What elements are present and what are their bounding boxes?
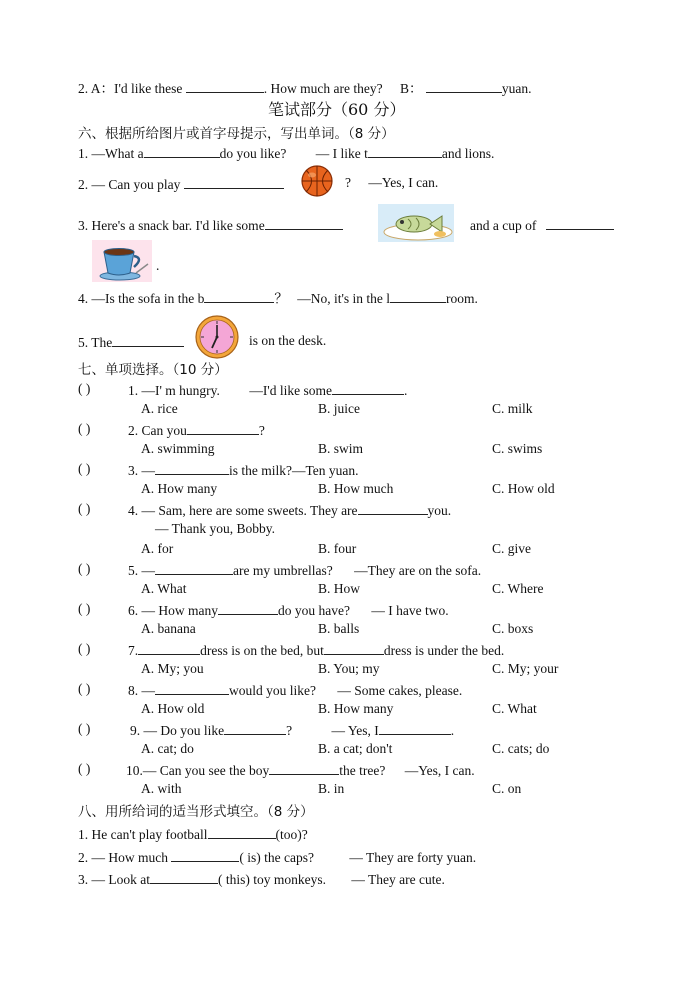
answer-blank[interactable] [324,641,384,655]
answer-paren[interactable]: ( ) [78,681,91,696]
sec6-question-3: 3. Here's a snack bar. I'd like some [78,216,343,234]
mc-question-1: 1. —I' m hungry. —I'd like some . [128,383,408,398]
mc-question-7: 7. dress is on the bed, but dress is under the bed. [128,643,505,658]
answer-paren[interactable]: ( ) [78,561,91,576]
sec6-question-5: 5. The [78,333,184,351]
option-a[interactable]: A. My; you [141,661,204,676]
option-b[interactable]: B. How many [318,701,394,716]
answer-blank[interactable] [155,461,229,475]
option-b[interactable]: B. four [318,541,357,556]
answer-blank[interactable] [426,79,502,93]
sec6-question-2: 2. — Can you play [78,175,284,193]
answer-blank[interactable] [112,333,184,347]
option-a[interactable]: A. What [141,581,187,596]
option-a[interactable]: A. How old [141,701,205,716]
top-question-2: 2. A：I'd like these . How much are they? B： yuan. [78,81,532,96]
option-c[interactable]: C. How old [492,481,555,496]
option-a[interactable]: A. with [141,781,182,796]
option-a[interactable]: A. How many [141,481,218,496]
answer-blank[interactable] [368,144,442,158]
answer-blank[interactable] [187,421,259,435]
sec6-question-3-cont: and a cup of [470,216,614,234]
sec8-question-1: 1. He can't play football (too)? [78,827,308,842]
answer-paren[interactable]: ( ) [78,721,91,736]
answer-paren[interactable]: ( ) [78,421,91,436]
section-6-heading: 六、根据所给图片或首字母提示，写出单词。（8 分） [78,126,395,142]
option-b[interactable]: B. a cat; don't [318,741,393,756]
section-7-heading: 七、单项选择。（10 分） [78,362,228,378]
answer-paren[interactable]: ( ) [78,641,91,656]
option-b[interactable]: B. How [318,581,361,596]
option-b[interactable]: B. juice [318,401,360,416]
mc-question-6: 6. — How many do you have? — I have two. [128,603,449,618]
option-c[interactable]: C. What [492,701,537,716]
answer-blank[interactable] [208,825,276,839]
answer-blank[interactable] [269,761,339,775]
answer-blank[interactable] [218,601,278,615]
mc-question-8: 8. — would you like? — Some cakes, please. [128,683,463,698]
answer-blank[interactable] [546,216,614,230]
option-a[interactable]: A. cat; do [141,741,194,756]
option-b[interactable]: B. balls [318,621,360,636]
option-a[interactable]: A. for [141,541,174,556]
answer-paren[interactable]: ( ) [78,501,91,516]
sec6-question-1: 1. —What a do you like? — I like t and lions. [78,146,495,161]
mc-question-4: 4. — Sam, here are some sweets. They are you. [128,503,452,518]
option-b[interactable]: B. How much [318,481,394,496]
mc-question-4-reply: — Thank you, Bobby. [155,521,275,536]
mc-question-5: 5. — are my umbrellas? —They are on the sofa. [128,563,482,578]
option-a[interactable]: A. swimming [141,441,215,456]
answer-blank[interactable] [379,721,451,735]
sec8-question-2: 2. — How much ( is) the caps? — They are forty yuan. [78,850,477,865]
sec8-question-3: 3. — Look at ( this) toy monkeys. — They are cute. [78,872,445,887]
option-c[interactable]: C. milk [492,401,533,416]
mc-question-10: 10.— Can you see the boy the tree? —Yes, I can. [126,763,475,778]
answer-paren[interactable]: ( ) [78,381,91,396]
mc-question-3: 3. — is the milk?—Ten yuan. [128,463,359,478]
option-c[interactable]: C. Where [492,581,544,596]
option-c[interactable]: C. cats; do [492,741,550,756]
option-c[interactable]: C. on [492,781,522,796]
sec6-question-3-end: . [156,258,160,273]
sec6-question-2-end: ? —Yes, I can. [345,175,439,190]
answer-blank[interactable] [171,848,239,862]
answer-paren[interactable]: ( ) [78,761,91,776]
option-c[interactable]: C. give [492,541,531,556]
answer-blank[interactable] [155,681,229,695]
answer-blank[interactable] [186,79,264,93]
option-c[interactable]: C. swims [492,441,543,456]
answer-blank[interactable] [150,870,218,884]
option-a[interactable]: A. rice [141,401,178,416]
section-title: 笔试部分（60 分） [268,100,406,119]
answer-blank[interactable] [332,381,404,395]
answer-blank[interactable] [184,175,284,189]
answer-blank[interactable] [358,501,428,515]
section-8-heading: 八、用所给词的适当形式填空。（8 分） [78,804,314,820]
option-b[interactable]: B. swim [318,441,364,456]
option-a[interactable]: A. banana [141,621,196,636]
basketball-icon [300,164,334,198]
option-b[interactable]: B. You; my [318,661,380,676]
coffee-cup-icon [92,240,152,282]
answer-blank[interactable] [138,641,200,655]
mc-question-9: 9. — Do you like ? — Yes, I . [130,723,455,738]
sec6-question-5-end: is on the desk. [249,333,327,348]
answer-blank[interactable] [144,144,220,158]
answer-blank[interactable] [390,289,446,303]
answer-blank[interactable] [224,721,286,735]
option-c[interactable]: C. boxs [492,621,534,636]
answer-blank[interactable] [265,216,343,230]
option-b[interactable]: B. in [318,781,345,796]
option-c[interactable]: C. My; your [492,661,559,676]
fish-dish-icon [378,204,454,242]
answer-blank[interactable] [204,289,274,303]
answer-paren[interactable]: ( ) [78,601,91,616]
answer-blank[interactable] [155,561,233,575]
sec6-question-4: 4. —Is the sofa in the b ？ —No, it's in the l room. [78,291,478,306]
mc-question-2: 2. Can you ? [128,423,265,438]
clock-icon [194,314,240,360]
answer-paren[interactable]: ( ) [78,461,91,476]
